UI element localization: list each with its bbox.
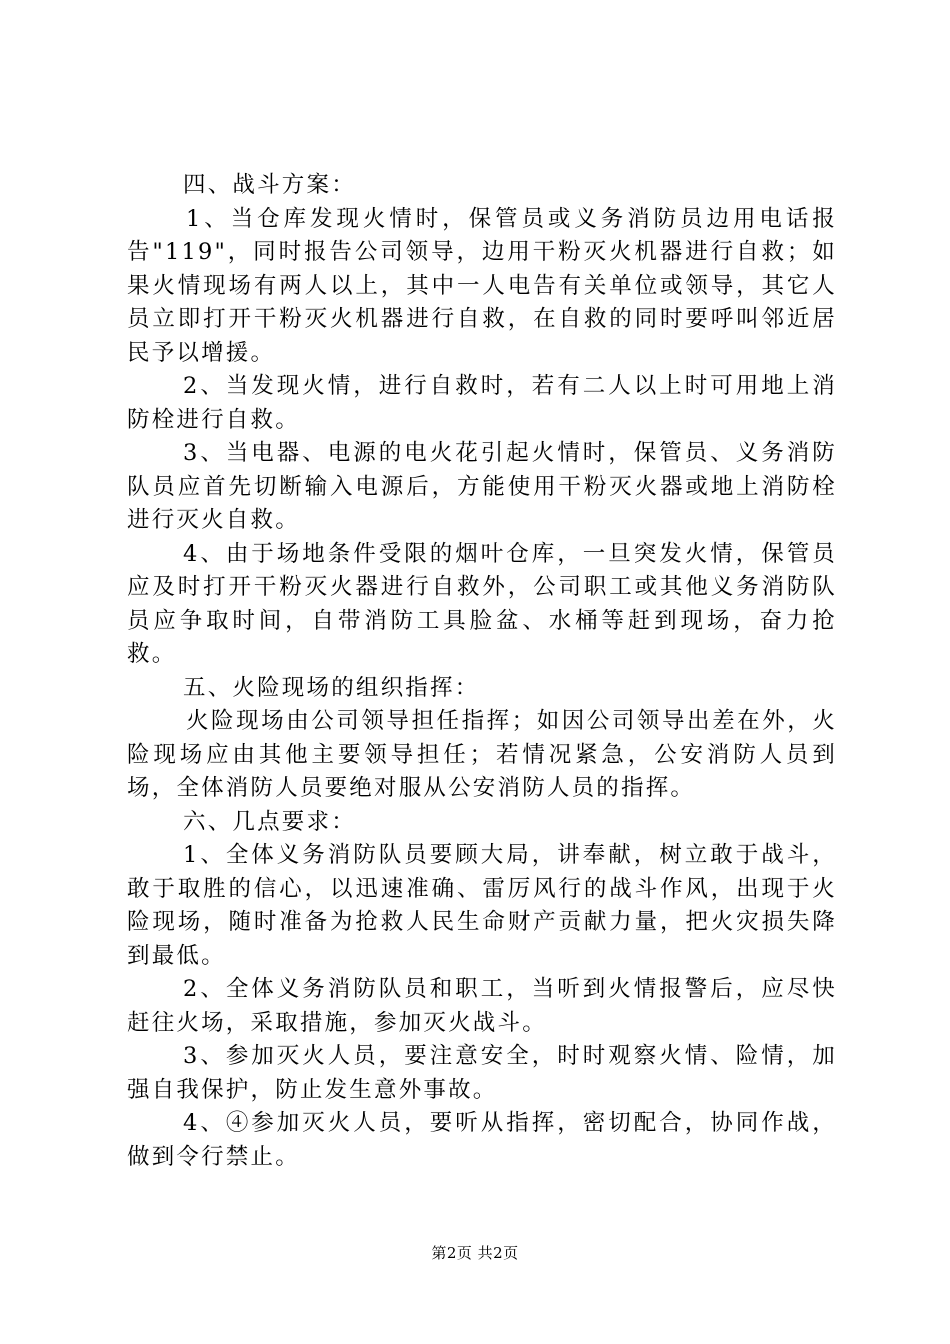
paragraph-6-2: 2、全体义务消防队员和职工，当听到火情报警后，应尽快赶往火场，采取措施，参加灭火战斗。	[127, 976, 837, 1036]
paragraph-4-4: 4、由于场地条件受限的烟叶仓库，一旦突发火情，保管员应及时打开干粉灭火器进行自救外，公司职工或其他义务消防队员应争取时间，自带消防工具脸盆、水桶等赶到现场，奋力抢救。	[127, 540, 837, 667]
paragraph-6-1: 1、全体义务消防队员要顾大局，讲奉献，树立敢于战斗，敢于取胜的信心，以迅速准确、雷厉风行的战斗作风，出现于火险现场，随时准备为抢救人民生命财产贡献力量，把火灾损失降到最低。	[127, 842, 837, 969]
paragraph-4-1: 1、当仓库发现火情时，保管员或义务消防员边用电话报告"119"，同时报告公司领导，边用干粉灭火机器进行自救；如果火情现场有两人以上，其中一人电告有关单位或领导，其它人员立即打开干粉灭火机器进行自救，在自救的同时要呼叫邻近居民予以增援。	[127, 205, 837, 366]
section-heading-5: 五、火险现场的组织指挥：	[183, 674, 480, 701]
paragraph-6-4: 4、④参加灭火人员，要听从指挥，密切配合，协同作战，做到令行禁止。	[127, 1110, 837, 1170]
page-footer: 第2页 共2页	[431, 1244, 519, 1262]
paragraph-6-3: 3、参加灭火人员，要注意安全，时时观察火情、险情，加强自我保护，防止发生意外事故。	[127, 1043, 837, 1103]
section-heading-6: 六、几点要求：	[183, 808, 356, 835]
section-heading-4: 四、战斗方案：	[183, 172, 356, 198]
document-body	[127, 169, 837, 1174]
paragraph-4-3: 3、当电器、电源的电火花引起火情时，保管员、义务消防队员应首先切断输入电源后，方能使用干粉灭火器或地上消防栓进行灭火自救。	[127, 440, 837, 533]
paragraph-5-1: 火险现场由公司领导担任指挥；如因公司领导出差在外，火险现场应由其他主要领导担任；若情况紧急，公安消防人员到场，全体消防人员要绝对服从公安消防人员的指挥。	[127, 708, 837, 801]
paragraph-4-2: 2、当发现火情，进行自救时，若有二人以上时可用地上消防栓进行自救。	[127, 373, 837, 433]
